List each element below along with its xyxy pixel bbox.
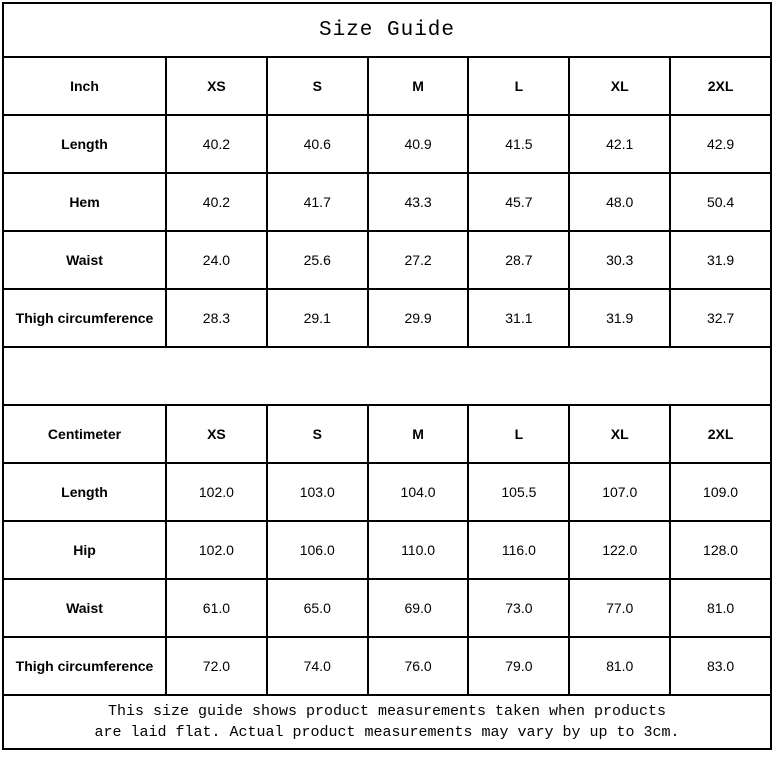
spacer-row: [3, 347, 771, 405]
row-label-thigh-circumference: Thigh circumference: [3, 637, 166, 695]
table-row: [3, 173, 771, 231]
row-label-length: Length: [3, 115, 166, 173]
value-cell: 41.7: [267, 173, 368, 231]
value-cell: 103.0: [267, 463, 368, 521]
spacer-cell: [3, 347, 771, 405]
value-cell: 48.0: [569, 173, 670, 231]
value-cell: 69.0: [368, 579, 469, 637]
value-cell: 74.0: [267, 637, 368, 695]
footer-note: [3, 695, 771, 749]
value-cell: 77.0: [569, 579, 670, 637]
unit-header-centimeter: Centimeter: [3, 405, 166, 463]
table-row: [3, 521, 771, 579]
value-cell: 61.0: [166, 579, 267, 637]
size-header-s: S: [267, 405, 368, 463]
table-row: [3, 115, 771, 173]
value-cell: 41.5: [468, 115, 569, 173]
title-row: [3, 3, 771, 57]
value-cell: 76.0: [368, 637, 469, 695]
size-header-xl: XL: [569, 57, 670, 115]
row-label-hip: Hip: [3, 521, 166, 579]
value-cell: 29.9: [368, 289, 469, 347]
value-cell: 40.9: [368, 115, 469, 173]
table-row: [3, 463, 771, 521]
table-row: [3, 289, 771, 347]
value-cell: 30.3: [569, 231, 670, 289]
value-cell: 116.0: [468, 521, 569, 579]
value-cell: 27.2: [368, 231, 469, 289]
value-cell: 128.0: [670, 521, 771, 579]
footer-line-2: are laid flat. Actual product measurements may vary by up to 3cm.: [94, 724, 680, 741]
value-cell: 31.9: [569, 289, 670, 347]
row-label-length: Length: [3, 463, 166, 521]
value-cell: 31.1: [468, 289, 569, 347]
size-header-l: L: [468, 405, 569, 463]
size-header-m: M: [368, 57, 469, 115]
value-cell: 31.9: [670, 231, 771, 289]
value-cell: 102.0: [166, 521, 267, 579]
size-header-2xl: 2XL: [670, 57, 771, 115]
value-cell: 106.0: [267, 521, 368, 579]
value-cell: 79.0: [468, 637, 569, 695]
value-cell: 73.0: [468, 579, 569, 637]
unit-header-inch: Inch: [3, 57, 166, 115]
value-cell: 40.6: [267, 115, 368, 173]
value-cell: 50.4: [670, 173, 771, 231]
size-header-2xl: 2XL: [670, 405, 771, 463]
size-header-xs: XS: [166, 405, 267, 463]
value-cell: 105.5: [468, 463, 569, 521]
value-cell: 40.2: [166, 173, 267, 231]
value-cell: 43.3: [368, 173, 469, 231]
footer-row: [3, 695, 771, 749]
value-cell: 32.7: [670, 289, 771, 347]
value-cell: 109.0: [670, 463, 771, 521]
value-cell: 25.6: [267, 231, 368, 289]
value-cell: 102.0: [166, 463, 267, 521]
row-label-waist: Waist: [3, 231, 166, 289]
value-cell: 65.0: [267, 579, 368, 637]
value-cell: 110.0: [368, 521, 469, 579]
value-cell: 104.0: [368, 463, 469, 521]
size-header-m: M: [368, 405, 469, 463]
value-cell: 81.0: [670, 579, 771, 637]
value-cell: 81.0: [569, 637, 670, 695]
value-cell: 40.2: [166, 115, 267, 173]
table-row: [3, 231, 771, 289]
value-cell: 45.7: [468, 173, 569, 231]
table-row: [3, 579, 771, 637]
size-guide-table: [2, 2, 772, 750]
footer-line-1: This size guide shows product measurements taken when products: [107, 703, 667, 720]
value-cell: 24.0: [166, 231, 267, 289]
value-cell: 29.1: [267, 289, 368, 347]
value-cell: 42.1: [569, 115, 670, 173]
size-header-xl: XL: [569, 405, 670, 463]
row-label-waist: Waist: [3, 579, 166, 637]
page-title: Size Guide: [3, 3, 771, 57]
table-row: [3, 637, 771, 695]
value-cell: 107.0: [569, 463, 670, 521]
size-header-xs: XS: [166, 57, 267, 115]
row-label-hem: Hem: [3, 173, 166, 231]
size-header-s: S: [267, 57, 368, 115]
inch-header-row: [3, 57, 771, 115]
centimeter-header-row: [3, 405, 771, 463]
row-label-thigh-circumference: Thigh circumference: [3, 289, 166, 347]
size-header-l: L: [468, 57, 569, 115]
value-cell: 83.0: [670, 637, 771, 695]
value-cell: 28.3: [166, 289, 267, 347]
value-cell: 72.0: [166, 637, 267, 695]
value-cell: 28.7: [468, 231, 569, 289]
value-cell: 122.0: [569, 521, 670, 579]
value-cell: 42.9: [670, 115, 771, 173]
